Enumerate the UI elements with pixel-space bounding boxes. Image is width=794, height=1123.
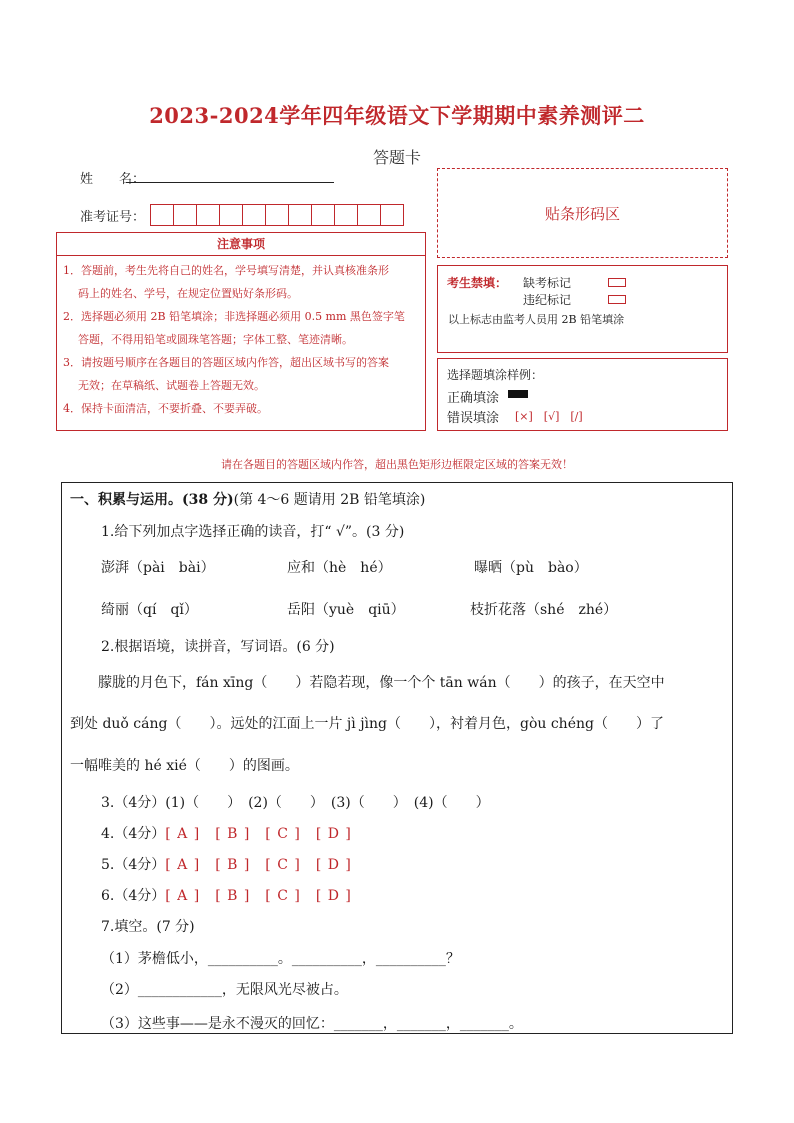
id-digit-box[interactable]	[219, 204, 243, 226]
correct-fill-label: 正确填涂	[447, 391, 500, 406]
q6-options[interactable]: [ A ] [ B ] [ C ] [ D ]	[165, 888, 352, 904]
q1-item[interactable]: 澎湃（pài bài）	[101, 560, 215, 576]
q7-line[interactable]: （3）这些事——是永不漫灭的回忆：_______，_______，_______。	[101, 1016, 523, 1032]
q7-line[interactable]: （1）茅檐低小，__________。__________，__________？	[101, 951, 460, 967]
note-line: 3．请按题号顺序在各题目的答题区域内作答，超出区域书写的答案	[63, 356, 389, 369]
q1-item[interactable]: 曝晒（pù bào）	[474, 560, 588, 576]
correct-fill-mark	[508, 390, 528, 398]
section1-heading	[70, 489, 425, 509]
id-digit-box[interactable]	[357, 204, 381, 226]
note-line: 2．选择题必须用 2B 铅笔填涂；非选择题必须用 0.5 mm 黑色签字笔	[63, 310, 405, 323]
proctor-marks-note: 以上标志由监考人员用 2B 铅笔填涂	[448, 313, 625, 326]
name-label: 姓 名：	[80, 172, 146, 187]
note-line: 答题，不得用铅笔或圆珠笔答题；字体工整、笔迹清晰。	[78, 333, 353, 346]
id-digit-box[interactable]	[288, 204, 312, 226]
proctor-marks-title: 考生禁填：	[447, 276, 508, 290]
note-line: 1．答题前，考生先将自己的姓名，学号填写清楚，并认真核准条形	[63, 264, 389, 277]
question-1: 1.给下列加点字选择正确的读音，打“ √”。(3 分)	[101, 524, 405, 540]
id-digit-box[interactable]	[334, 204, 358, 226]
section1-title: 一、积累与运用。(38 分)	[70, 492, 234, 508]
q4-label: 4.（4分）	[101, 826, 166, 842]
violation-mark-box[interactable]	[608, 295, 626, 304]
fill-sample-title: 选择题填涂样例：	[447, 368, 544, 382]
exam-id-boxes[interactable]	[151, 204, 404, 226]
q2-passage-line[interactable]: 朦胧的月色下，fán xīng（ ）若隐若现，像一个个 tān wán（ ）的孩子，在天空中	[70, 675, 665, 691]
exam-title: 2023-2024学年四年级语文下学期期中素养测评二	[149, 103, 645, 128]
section1-note: (第 4～6 题请用 2B 铅笔填涂)	[233, 492, 426, 508]
q5-options[interactable]: [ A ] [ B ] [ C ] [ D ]	[165, 857, 352, 873]
q1-item[interactable]: 枝折花落（shé zhé）	[470, 602, 618, 618]
q6-label: 6.（4分）	[101, 888, 166, 904]
q1-item[interactable]: 绮丽（qí qǐ）	[101, 602, 198, 618]
id-digit-box[interactable]	[380, 204, 404, 226]
q4-options[interactable]: [ A ] [ B ] [ C ] [ D ]	[165, 826, 352, 842]
note-line: 4．保持卡面清洁，不要折叠、不要弄破。	[63, 402, 268, 415]
answer-area-warning: 请在各题目的答题区域内作答，超出黑色矩形边框限定区域的答案无效！	[221, 458, 573, 471]
name-field[interactable]	[126, 182, 334, 183]
question-6	[101, 885, 352, 905]
id-digit-box[interactable]	[242, 204, 266, 226]
q1-item[interactable]: 岳阳（yuè qiū）	[287, 602, 405, 618]
question-2: 2.根据语境，读拼音，写词语。(6 分)	[101, 639, 335, 655]
wrong-fill-label: 错误填涂	[447, 411, 500, 426]
q5-label: 5.（4分）	[101, 857, 166, 873]
id-digit-box[interactable]	[173, 204, 197, 226]
barcode-area-label: 贴条形码区	[544, 205, 620, 223]
id-digit-box[interactable]	[265, 204, 289, 226]
q2-passage-line[interactable]: 一幅唯美的 hé xié（ ）的图画。	[70, 758, 299, 774]
question-4	[101, 823, 352, 843]
question-5	[101, 854, 352, 874]
question-3[interactable]: 3.（4分）(1)（ ） (2)（ ） (3)（ ） (4)（ ）	[101, 795, 490, 811]
violation-mark-label: 违纪标记	[523, 293, 572, 307]
wrong-fill-marks: [×] [√] [/]	[515, 410, 583, 423]
note-line: 码上的姓名、学号，在规定位置贴好条形码。	[78, 287, 298, 300]
note-line: 无效；在草稿纸、试题卷上答题无效。	[78, 379, 265, 392]
exam-id-label: 准考证号：	[80, 210, 146, 225]
absent-mark-box[interactable]	[608, 278, 626, 287]
id-digit-box[interactable]	[150, 204, 174, 226]
q2-passage-line[interactable]: 到处 duǒ cáng（ ）。远处的江面上一片 jì jìng（ ），衬着月色，gòu chéng（ ）了	[70, 716, 664, 732]
absent-mark-label: 缺考标记	[523, 276, 572, 290]
question-7: 7.填空。(7 分)	[101, 919, 195, 935]
answer-sheet-subtitle: 答题卡	[372, 148, 421, 167]
notes-title: 注意事项	[57, 233, 425, 256]
q1-item[interactable]: 应和（hè hé）	[287, 560, 392, 576]
id-digit-box[interactable]	[196, 204, 220, 226]
q7-line[interactable]: （2）____________，无限风光尽被占。	[101, 982, 348, 998]
id-digit-box[interactable]	[311, 204, 335, 226]
